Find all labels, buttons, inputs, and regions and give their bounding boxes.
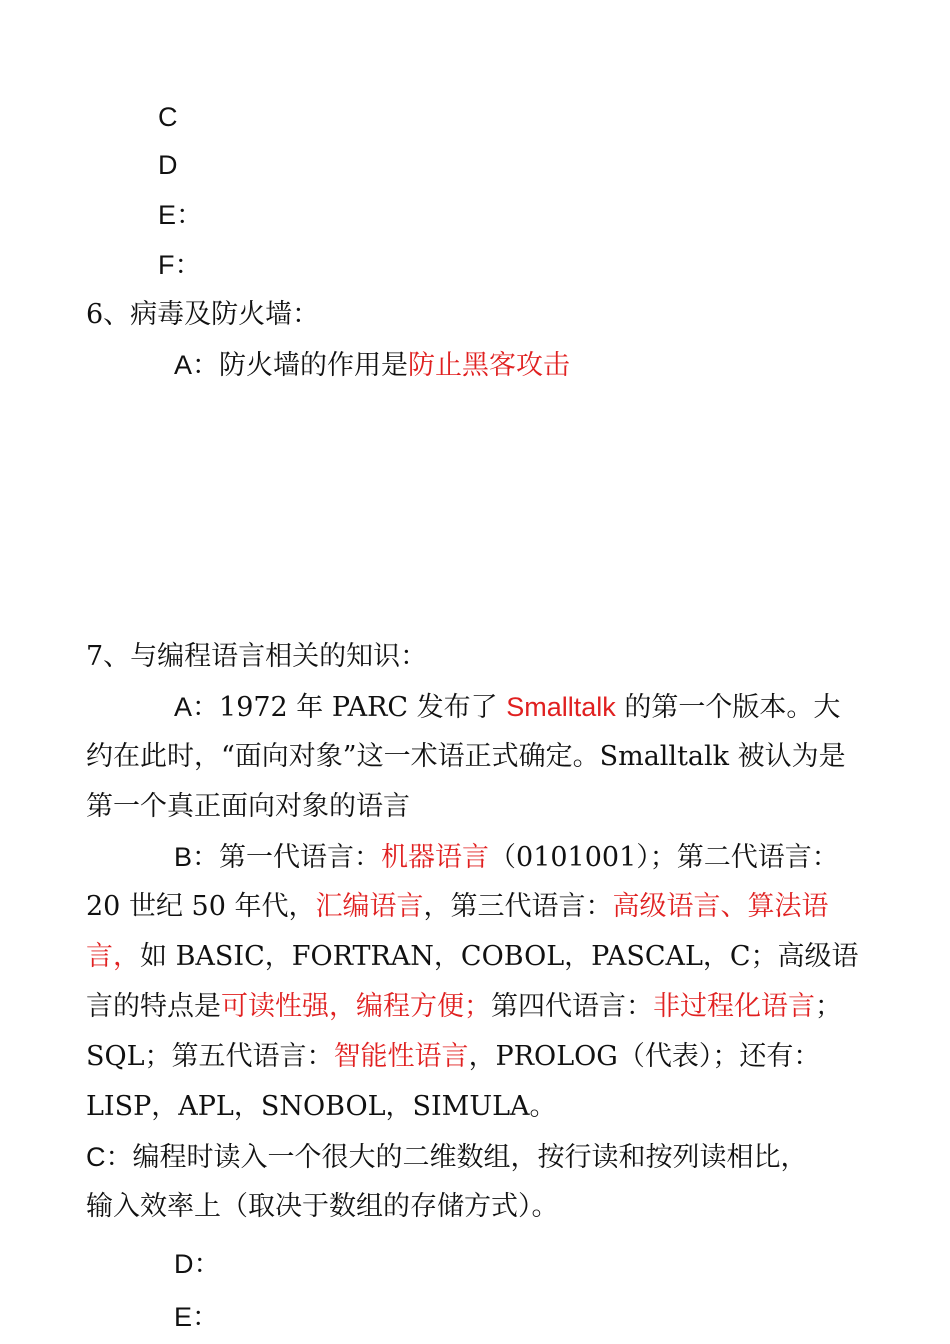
section7-d — [174, 1247, 221, 1282]
section7-b-l4e: ； — [815, 991, 842, 1022]
section7-e-text: ： — [192, 1302, 220, 1333]
item-f-label: F — [158, 250, 175, 280]
section7-b-l3a: 言， — [86, 941, 140, 972]
section7-b-label: B — [174, 842, 193, 872]
section7-d-text: ： — [193, 1249, 221, 1280]
section6-item-a — [174, 348, 570, 383]
section7-c-line1 — [86, 1140, 808, 1175]
section7-a-line2: 约在此时，“面向对象”这一术语正式确定。Smalltalk 被认为是 — [86, 741, 846, 772]
item-f — [158, 248, 202, 283]
item-d-label: D — [158, 150, 178, 180]
section7-a-text2: 的第一个版本。大 — [615, 692, 841, 723]
item-e-label: E — [158, 200, 177, 230]
section7-b-l2c: ，第三代语言： — [423, 891, 613, 922]
section6-a-text: 防火墙的作用是 — [219, 350, 409, 381]
item-c-label: C — [158, 102, 178, 132]
section7-a-smalltalk: Smalltalk — [506, 692, 616, 722]
section7-b-line6: LISP，APL，SNOBOL，SIMULA。 — [86, 1091, 557, 1122]
section7-a-text1: ：1972 年 PARC 发布了 — [192, 692, 507, 723]
section7-e-label: E — [174, 1302, 193, 1332]
section7-a-line1 — [174, 690, 840, 725]
section7-d-label: D — [174, 1249, 194, 1279]
section7-b-l5c: ，PROLOG（代表）；还有： — [468, 1041, 821, 1072]
section7-b-line5 — [86, 1040, 820, 1074]
section7-heading: 7、与编程语言相关的知识： — [86, 641, 428, 672]
section7-b-l5a: SQL；第五代语言： — [86, 1041, 334, 1072]
section7-b-l4b: 可读性强，编程方便； — [221, 991, 491, 1022]
item-f-text: ： — [174, 250, 202, 281]
section7-b-l2a: 20 世纪 50 年代， — [86, 891, 316, 922]
section6-a-label: A — [174, 350, 193, 380]
section7-c-text1: ：编程时读入一个很大的二维数组，按行读和按列读相比， — [105, 1142, 808, 1173]
section7-b-line1 — [174, 840, 839, 875]
section7-b-l3b: 如 BASIC，FORTRAN，COBOL，PASCAL，C；高级语 — [140, 941, 859, 972]
section7-a-line3: 第一个真正面向对象的语言 — [86, 791, 410, 822]
section7-b-l5b: 智能性语言 — [333, 1041, 469, 1072]
section7-e — [174, 1300, 219, 1335]
section7-b-l4a: 言的特点是 — [86, 991, 221, 1022]
section7-b-l2b: 汇编语言 — [315, 891, 424, 922]
section7-b-line4 — [86, 990, 842, 1024]
item-e-text: ： — [176, 200, 204, 231]
section7-b-l1a: ：第一代语言： — [192, 842, 382, 873]
section6-a-highlight: 防止黑客攻击 — [408, 350, 571, 381]
section7-c-line2: 输入效率上（取决于数组的存储方式）。 — [86, 1191, 559, 1222]
section7-b-line2 — [86, 890, 828, 924]
section6-heading: 6、病毒及防火墙： — [86, 299, 320, 330]
section7-b-l1c: （0101001）；第二代语言： — [489, 842, 839, 873]
section6-a-sep: ： — [192, 350, 220, 381]
section7-b-l2d: 高级语言、算法语 — [612, 891, 829, 922]
item-e — [158, 198, 203, 233]
section7-c-label: C — [86, 1142, 106, 1172]
section7-b-line3 — [86, 940, 859, 974]
section7-b-l4c: 第四代语言： — [491, 991, 653, 1022]
section7-b-l1b: 机器语言 — [381, 842, 490, 873]
section7-a-label: A — [174, 692, 193, 722]
section7-b-l4d: 非过程化语言 — [653, 991, 815, 1022]
